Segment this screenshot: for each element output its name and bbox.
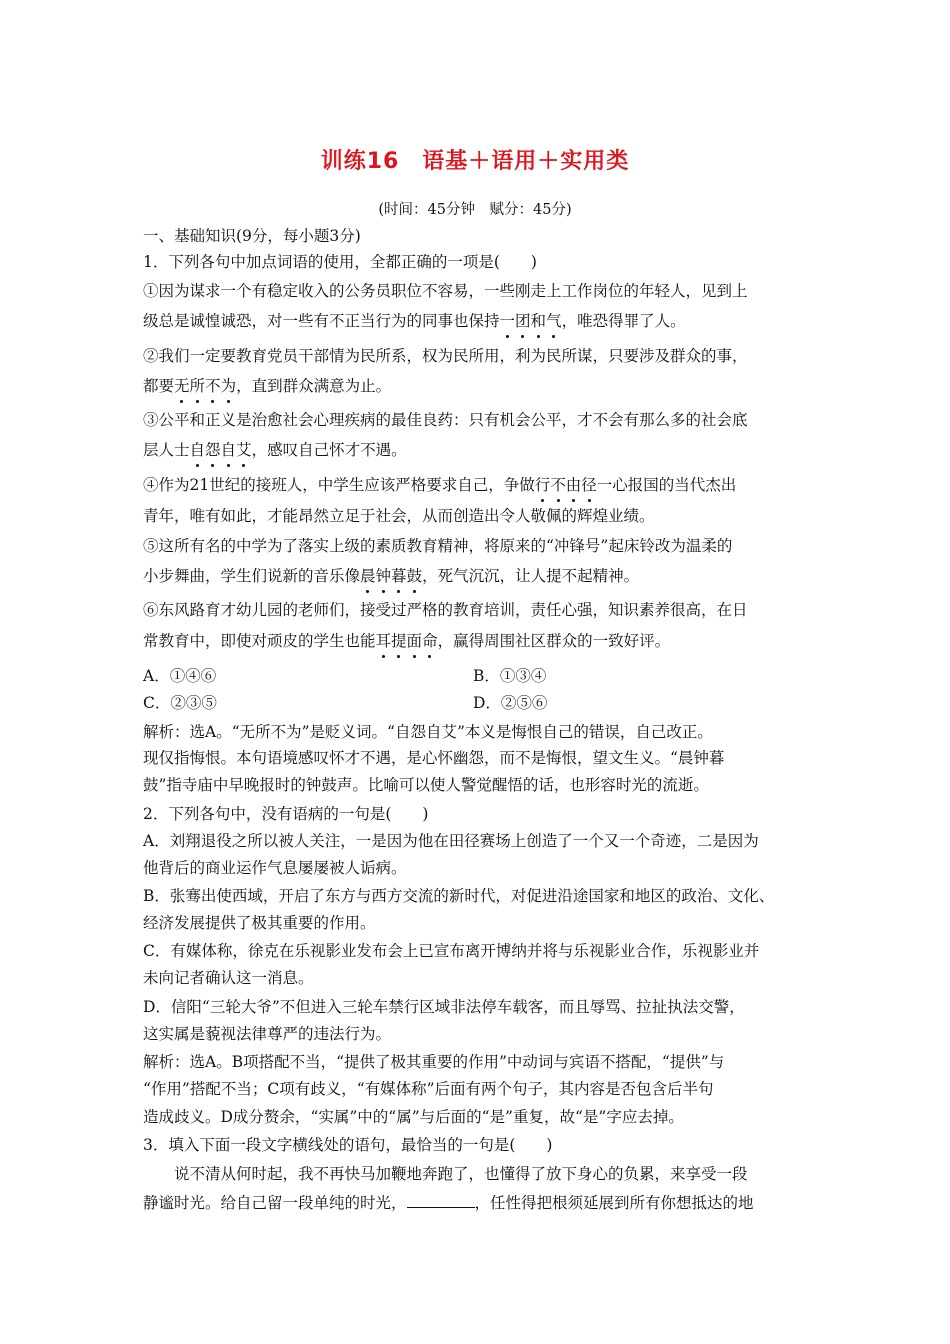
page-title: 训练16 语基＋语用＋实用类 — [320, 149, 630, 174]
dotted-char: 无 — [174, 377, 190, 395]
q1-sentence-2-line-1: ②我们一定要教育党员干部情为民所系，权为民所用，利为民所谋，只要涉及群众的事， — [143, 347, 748, 365]
dotted-char: 钟 — [375, 567, 392, 585]
dotted-char: 命 — [422, 632, 438, 650]
section-heading: 一、基础知识(9分，每小题3分) — [143, 227, 361, 245]
q2-line: A．刘翔退役之所以被人关注，一是因为他在田径赛场上创造了一个又一个奇迹，二是因为 — [143, 832, 759, 850]
dotted-char: 径 — [581, 476, 597, 494]
q1-analysis-line-2: 现仅指悔恨。本句语境感叹怀才不遇，是心怀幽怨，而不是悔恨，望文生义。“晨钟暮 — [143, 749, 725, 767]
time-score-info: (时间：45分钟 赋分：45分) — [378, 202, 572, 218]
q1-sentence-4-line-2: 青年，唯有如此，才能昂然立足于社会，从而创造出令人敬佩的辉煌业绩。 — [143, 507, 655, 525]
q2-stem: 2．下列各句中，没有语病的一句是( ) — [143, 805, 429, 823]
q1-option-b: B．①③④ — [473, 667, 547, 685]
dotted-char: 面 — [406, 632, 423, 650]
q1-sentence-6-line-1: ⑥东风路育才幼儿园的老师们，接受过严格的教育培训，责任心强，知识素养很高，在日 — [143, 601, 748, 619]
dotted-char: 所 — [189, 377, 206, 395]
q1-option-a: A．①④⑥ — [143, 667, 217, 685]
dotted-char: 由 — [565, 476, 582, 494]
q3-paragraph-line-2: 静谧时光。给自己留一段单纯的时光， ，任性得把根须延展到所有你想抵达的地 — [143, 1194, 754, 1212]
q2-line: 这实属是藐视法律尊严的违法行为。 — [143, 1025, 392, 1043]
dotted-char: 自 — [220, 441, 237, 459]
dotted-char: 和 — [530, 312, 547, 330]
dotted-char: 自 — [189, 441, 206, 459]
answer-blank — [407, 1193, 475, 1208]
q2-line: B．张骞出使西域，开启了东方与西方交流的新时代，对促进沿途国家和地区的政治、文化、 — [143, 887, 775, 905]
q2-analysis-line: 解析：选A。B项搭配不当，“提供了极其重要的作用”中动词与宾语不搭配，“提供”与 — [143, 1053, 725, 1071]
q1-sentence-3-line-1: ③公平和正义是治愈社会心理疾病的最佳良药：只有机会公平，才不会有那么多的社会底 — [143, 411, 748, 429]
q2-line: 经济发展提供了极其重要的作用。 — [143, 914, 376, 932]
dotted-char: 不 — [550, 476, 566, 494]
dotted-char: 艾 — [236, 441, 252, 459]
q1-option-d: D．②⑤⑥ — [473, 694, 548, 712]
q2-line: D．信阳“三轮大爷”不但进入三轮车禁行区域非法停车载客，而且辱骂、拉扯执法交警， — [143, 998, 745, 1016]
q2-analysis-line: “作用”搭配不当；C项有歧义，“有媒体称”后面有两个句子，其内容是否包含后半句 — [143, 1080, 714, 1098]
dotted-char: 不 — [205, 377, 221, 395]
q2-line: 他背后的商业运作气息屡屡被人诟病。 — [143, 859, 407, 877]
q1-sentence-1-line-1: ①因为谋求一个有稳定收入的公务员职位不容易，一些刚走上工作岗位的年轻人，见到上 — [143, 282, 748, 300]
q3-stem: 3．填入下面一段文字横线处的语句，最恰当的一句是( ) — [143, 1136, 553, 1154]
dotted-char: 一 — [499, 312, 516, 330]
q1-stem: 1．下列各句中加点词语的使用，全都正确的一项是( ) — [143, 253, 537, 271]
q1-sentence-5-line-2: 小步舞曲，学生们说新的音乐像晨钟暮鼓，死气沉沉，让人提不起精神。 — [143, 567, 640, 585]
dotted-char: 晨 — [360, 567, 376, 585]
q1-analysis-line-1: 解析：选A。“无所不为”是贬义词。“自怨自艾”本义是悔恨自己的错误，自己改正。 — [143, 723, 713, 741]
q1-sentence-2-line-2: 都要无所不为，直到群众满意为止。 — [143, 377, 392, 395]
dotted-char: 提 — [391, 632, 407, 650]
q3-paragraph-line-1: 说不清从何时起，我不再快马加鞭地奔跑了，也懂得了放下身心的负累，来享受一段 — [174, 1165, 748, 1183]
q1-sentence-1-line-2: 级总是诚惶诚恐，对一些有不正当行为的同事也保持一团和气，唯恐得罪了人。 — [143, 312, 686, 330]
dotted-char: 耳 — [375, 632, 392, 650]
q2-analysis-line: 造成歧义。D成分赘余，“实属”中的“属”与后面的“是”重复，故“是”字应去掉。 — [143, 1108, 684, 1126]
q1-option-c: C．②③⑤ — [143, 694, 217, 712]
dotted-char: 怨 — [205, 441, 221, 459]
dotted-char: 为 — [220, 377, 237, 395]
q1-sentence-3-line-2: 层人士自怨自艾，感叹自己怀才不遇。 — [143, 441, 407, 459]
q1-sentence-6-line-2: 常教育中，即使对顽皮的学生也能耳提面命，赢得周围社区群众的一致好评。 — [143, 632, 671, 650]
q1-sentence-5-line-1: ⑤这所有名的中学为了落实上级的素质教育精神，将原来的“冲锋号”起床铃改为温柔的 — [143, 537, 733, 555]
dotted-char: 气 — [546, 312, 562, 330]
q2-line: C．有媒体称，徐克在乐视影业发布会上已宣布离开博纳并将与乐视影业合作，乐视影业并 — [143, 942, 760, 960]
q1-analysis-line-3: 鼓”指寺庙中早晚报时的钟鼓声。比喻可以使人警觉醒悟的话，也形容时光的流逝。 — [143, 776, 709, 794]
dotted-char: 团 — [515, 312, 531, 330]
dotted-char: 暮 — [391, 567, 407, 585]
q1-sentence-4-line-1: ④作为21世纪的接班人，中学生应该严格要求自己，争做行不由径一心报国的当代杰出 — [143, 476, 737, 494]
dotted-char: 鼓 — [406, 567, 423, 585]
q2-line: 未向记者确认这一消息。 — [143, 969, 314, 987]
dotted-char: 行 — [534, 476, 551, 494]
